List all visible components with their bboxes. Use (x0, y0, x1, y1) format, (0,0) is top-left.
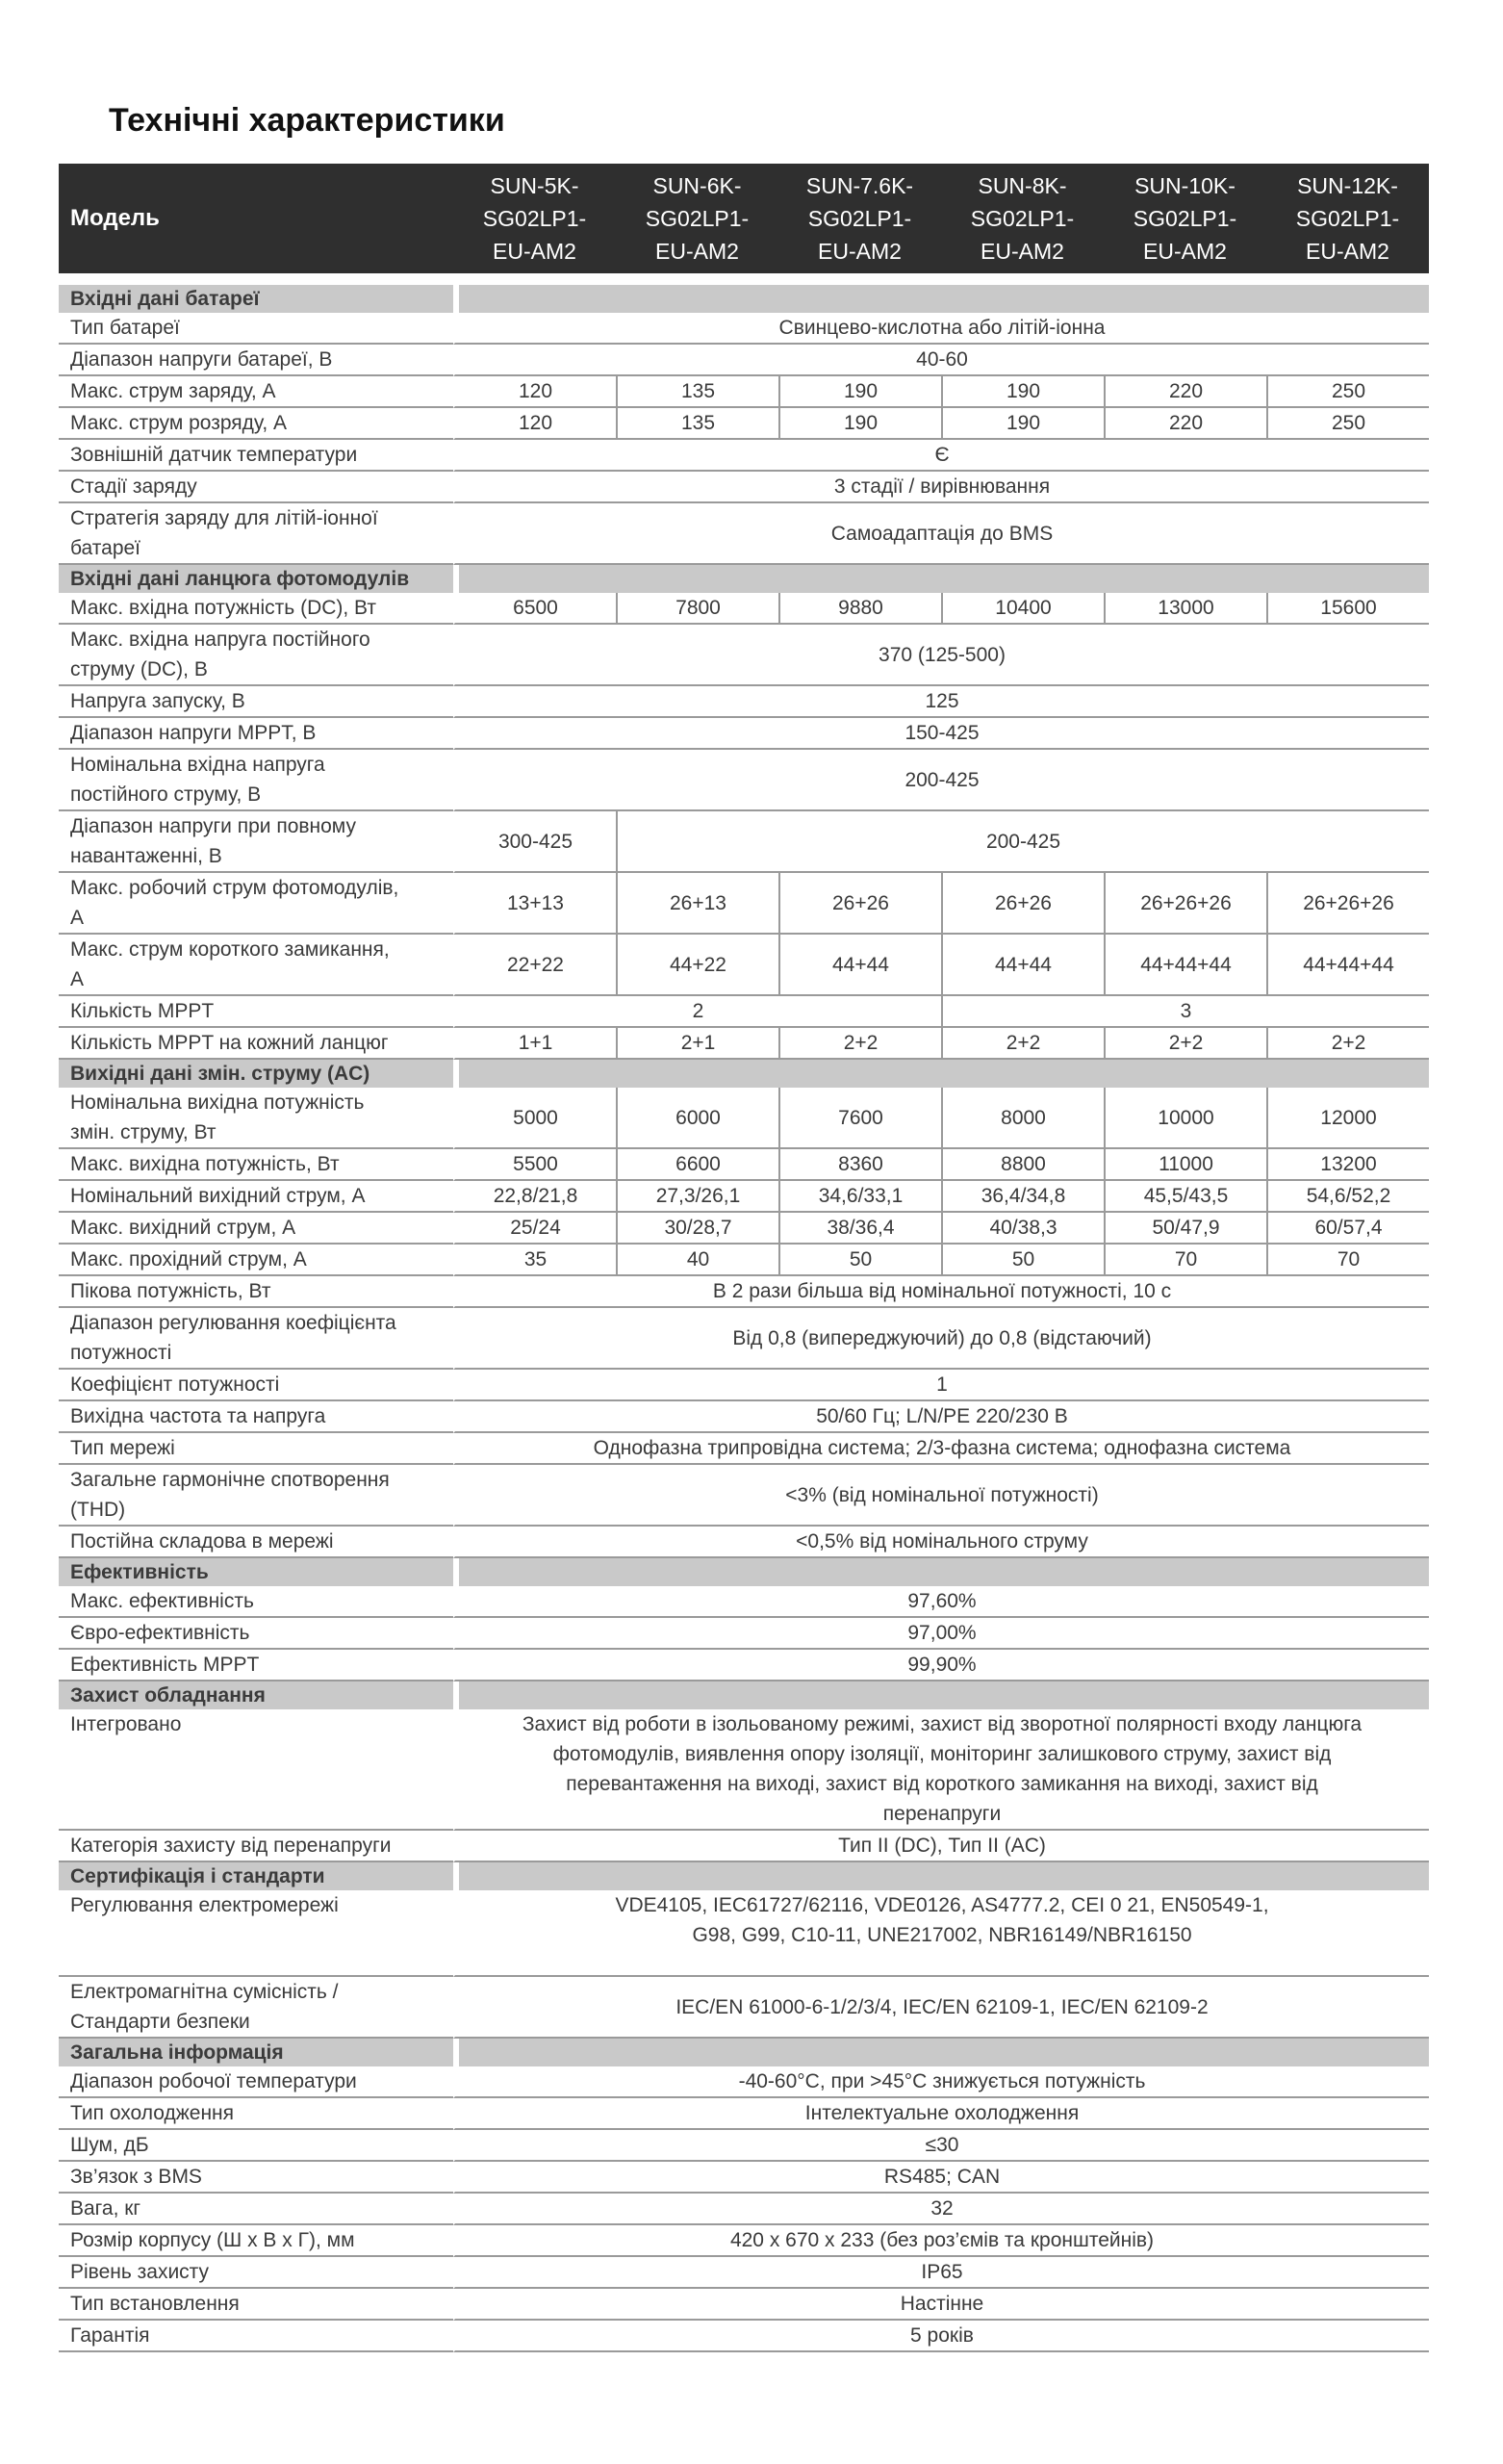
spec-value: 44+44+44 (1266, 935, 1429, 996)
spec-label: Макс. ефективність (59, 1586, 453, 1618)
spec-value: RS485; CAN (453, 2162, 1429, 2194)
spec-value: 97,00% (453, 1618, 1429, 1650)
spec-table (59, 164, 1429, 2352)
spec-label: Зв’язок з BMS (59, 2162, 453, 2194)
spec-label: Загальне гармонічне спотворення (THD) (59, 1465, 453, 1527)
spec-value: 34,6/33,1 (778, 1181, 941, 1213)
spec-value: 135 (616, 408, 778, 440)
spec-value: 2+1 (616, 1028, 778, 1060)
spec-value: 54,6/52,2 (1266, 1181, 1429, 1213)
spec-row (59, 1308, 1429, 1370)
spec-value: IP65 (453, 2257, 1429, 2289)
spec-value: 50/60 Гц; L/N/PE 220/230 В (453, 1401, 1429, 1433)
spec-label: Номінальна вхідна напруга постійного струму, В (59, 750, 453, 811)
spec-value: 6500 (453, 593, 616, 625)
spec-value: 120 (453, 376, 616, 408)
spec-value: 1 (453, 1370, 1429, 1401)
spec-value: 35 (453, 1245, 616, 1276)
spec-value: 13000 (1104, 593, 1266, 625)
spec-row (59, 440, 1429, 472)
section-band (453, 285, 1429, 313)
spec-value: 1+1 (453, 1028, 616, 1060)
model-column-header: SUN-6K- SG02LP1- EU-AM2 (616, 164, 778, 273)
spec-row (59, 2257, 1429, 2289)
spec-value: 220 (1104, 408, 1266, 440)
spec-row (59, 376, 1429, 408)
spec-row (59, 2162, 1429, 2194)
spec-label: Електромагнітна сумісність / Стандарти безпеки (59, 1977, 453, 2039)
spec-value: 50 (778, 1245, 941, 1276)
spec-label: Номінальний вихідний струм, А (59, 1181, 453, 1213)
spec-value: 300-425 (453, 811, 616, 873)
spec-label: Рівень захисту (59, 2257, 453, 2289)
section-header-row (59, 1862, 1429, 1890)
spec-row (59, 2225, 1429, 2257)
spec-row (59, 1213, 1429, 1245)
spec-label: Макс. вихідний струм, А (59, 1213, 453, 1245)
spec-value: <0,5% від номінального струму (453, 1527, 1429, 1558)
spec-value: IEC/EN 61000-6-1/2/3/4, IEC/EN 62109-1, IEC/EN 62109-2 (453, 1977, 1429, 2039)
spec-value: 190 (941, 376, 1104, 408)
spec-row (59, 2066, 1429, 2098)
spec-value: 190 (778, 408, 941, 440)
spec-value: 2+2 (941, 1028, 1104, 1060)
spec-value: 8360 (778, 1149, 941, 1181)
spec-row (59, 1586, 1429, 1618)
spec-label: Вага, кг (59, 2194, 453, 2225)
spec-row (59, 1370, 1429, 1401)
spec-value: 50/47,9 (1104, 1213, 1266, 1245)
spec-label: Номінальна вихідна потужність змін. струму, Вт (59, 1088, 453, 1149)
spec-value: Самоадаптація до BMS (453, 503, 1429, 565)
spec-value: 60/57,4 (1266, 1213, 1429, 1245)
spec-value: 26+26 (941, 873, 1104, 935)
section-band (453, 1558, 1429, 1586)
spec-value: 250 (1266, 376, 1429, 408)
spec-row (59, 1276, 1429, 1308)
spec-label: Макс. струм короткого замикання, А (59, 935, 453, 996)
spec-row (59, 1181, 1429, 1213)
spec-value: 2+2 (1266, 1028, 1429, 1060)
spec-value: 200-425 (453, 750, 1429, 811)
spec-row (59, 996, 1429, 1028)
spec-value: 3 стадії / вирівнювання (453, 472, 1429, 503)
spec-value: В 2 рази більша від номінальної потужності, 10 с (453, 1276, 1429, 1308)
spec-value: 44+44 (941, 935, 1104, 996)
spec-value: Інтелектуальне охолодження (453, 2098, 1429, 2130)
model-header: Модель (59, 164, 453, 273)
spec-value: 7800 (616, 593, 778, 625)
spec-value: 27,3/26,1 (616, 1181, 778, 1213)
spec-label: Постійна складова в мережі (59, 1527, 453, 1558)
model-column-header: SUN-12K- SG02LP1- EU-AM2 (1266, 164, 1429, 273)
spec-value: 70 (1266, 1245, 1429, 1276)
spec-row (59, 345, 1429, 376)
spec-value: 22,8/21,8 (453, 1181, 616, 1213)
section-header-row (59, 565, 1429, 593)
model-column-header: SUN-5K- SG02LP1- EU-AM2 (453, 164, 616, 273)
spec-row (59, 811, 1429, 873)
spec-label: Євро-ефективність (59, 1618, 453, 1650)
spec-value: 44+44+44 (1104, 935, 1266, 996)
spec-value: 135 (616, 376, 778, 408)
spec-row (59, 408, 1429, 440)
spec-label: Макс. струм заряду, А (59, 376, 453, 408)
spec-value: 150-425 (453, 718, 1429, 750)
spec-value: Є (453, 440, 1429, 472)
spec-row (59, 718, 1429, 750)
spec-row (59, 1831, 1429, 1862)
spec-row (59, 750, 1429, 811)
spec-label: Розмір корпусу (Ш х В х Г), мм (59, 2225, 453, 2257)
spec-row (59, 1401, 1429, 1433)
header-row (59, 164, 1429, 273)
spec-label: Шум, дБ (59, 2130, 453, 2162)
spec-value: 36,4/34,8 (941, 1181, 1104, 1213)
spec-row (59, 1433, 1429, 1465)
spec-value: VDE4105, IEC61727/62116, VDE0126, AS4777.2, CEI 0 21, EN50549-1, G98, G99, C10-11, UNE217002, NBR16149/NBR16150 (453, 1890, 1429, 1977)
spec-value: Від 0,8 (випереджуючий) до 0,8 (відстаючий) (453, 1308, 1429, 1370)
spec-label: Діапазон робочої температури (59, 2066, 453, 2098)
spec-value: 5500 (453, 1149, 616, 1181)
spec-value: 8000 (941, 1088, 1104, 1149)
spec-value: 190 (941, 408, 1104, 440)
spec-value: 15600 (1266, 593, 1429, 625)
spec-label: Тип мережі (59, 1433, 453, 1465)
spec-label: Тип батареї (59, 313, 453, 345)
model-column-header: SUN-8K- SG02LP1- EU-AM2 (941, 164, 1104, 273)
spec-label: Коефіцієнт потужності (59, 1370, 453, 1401)
spec-label: Категорія захисту від перенапруги (59, 1831, 453, 1862)
spec-value: 44+44 (778, 935, 941, 996)
spec-label: Макс. прохідний струм, А (59, 1245, 453, 1276)
spec-label: Макс. струм розряду, А (59, 408, 453, 440)
spec-value: 40-60 (453, 345, 1429, 376)
spec-label: Діапазон напруги батареї, В (59, 345, 453, 376)
spec-value: 40/38,3 (941, 1213, 1104, 1245)
section-band (453, 2039, 1429, 2066)
spec-value: 11000 (1104, 1149, 1266, 1181)
spec-value: 26+26+26 (1104, 873, 1266, 935)
spec-value: 32 (453, 2194, 1429, 2225)
spec-label: Макс. вхідна напруга постійного струму (DC), В (59, 625, 453, 686)
spec-value: Однофазна трипровідна система; 2/3-фазна система; однофазна система (453, 1433, 1429, 1465)
spec-value: 200-425 (616, 811, 1429, 873)
spec-label: Напруга запуску, В (59, 686, 453, 718)
spec-row (59, 1465, 1429, 1527)
spec-label: Зовнішній датчик температури (59, 440, 453, 472)
spec-value: 38/36,4 (778, 1213, 941, 1245)
spec-value: 9880 (778, 593, 941, 625)
spec-value: 70 (1104, 1245, 1266, 1276)
spec-row (59, 1650, 1429, 1681)
spec-value: 13200 (1266, 1149, 1429, 1181)
spec-label: Стадії заряду (59, 472, 453, 503)
spec-label: Кількість MPPT на кожний ланцюг (59, 1028, 453, 1060)
spec-value: 7600 (778, 1088, 941, 1149)
spec-value: 99,90% (453, 1650, 1429, 1681)
section-band (453, 565, 1429, 593)
section-header-row (59, 1060, 1429, 1088)
spec-value: 8800 (941, 1149, 1104, 1181)
spec-value: 370 (125-500) (453, 625, 1429, 686)
section-title: Вхідні дані батареї (59, 285, 453, 313)
spec-value: 120 (453, 408, 616, 440)
spec-value: Настінне (453, 2289, 1429, 2321)
spec-value: 10400 (941, 593, 1104, 625)
spec-label: Регулювання електромережі (59, 1890, 453, 1977)
spec-value: 25/24 (453, 1213, 616, 1245)
spec-value: 2 (453, 996, 941, 1028)
spec-row (59, 2194, 1429, 2225)
spec-label: Тип охолодження (59, 2098, 453, 2130)
section-band (453, 1862, 1429, 1890)
spec-label: Макс. робочий струм фотомодулів, А (59, 873, 453, 935)
spec-row (59, 1890, 1429, 1977)
spec-value: 190 (778, 376, 941, 408)
spec-row (59, 2321, 1429, 2352)
spec-value: 2+2 (778, 1028, 941, 1060)
spec-value: ≤30 (453, 2130, 1429, 2162)
spec-value: 2+2 (1104, 1028, 1266, 1060)
spec-row (59, 472, 1429, 503)
spec-value: 220 (1104, 376, 1266, 408)
spec-row (59, 1618, 1429, 1650)
page-title: Технічні характеристики (109, 102, 505, 139)
spec-value: 420 х 670 х 233 (без роз’ємів та кронштейнів) (453, 2225, 1429, 2257)
spec-value: 50 (941, 1245, 1104, 1276)
spec-row (59, 2289, 1429, 2321)
section-title: Ефективність (59, 1558, 453, 1586)
spec-value: 26+26+26 (1266, 873, 1429, 935)
spec-row (59, 1527, 1429, 1558)
section-header-row (59, 1681, 1429, 1709)
spec-value: 13+13 (453, 873, 616, 935)
spec-value: 6600 (616, 1149, 778, 1181)
spec-label: Макс. вихідна потужність, Вт (59, 1149, 453, 1181)
spec-label: Ефективність MPPT (59, 1650, 453, 1681)
spec-row (59, 593, 1429, 625)
spec-label: Діапазон регулювання коефіцієнта потужності (59, 1308, 453, 1370)
spec-label: Макс. вхідна потужність (DC), Вт (59, 593, 453, 625)
model-column-header: SUN-10K- SG02LP1- EU-AM2 (1104, 164, 1266, 273)
spec-row (59, 1088, 1429, 1149)
spec-value: Тип II (DC), Тип II (AC) (453, 1831, 1429, 1862)
spec-value: 97,60% (453, 1586, 1429, 1618)
spec-value: 12000 (1266, 1088, 1429, 1149)
section-header-row (59, 1558, 1429, 1586)
spec-value: 45,5/43,5 (1104, 1181, 1266, 1213)
section-title: Захист обладнання (59, 1681, 453, 1709)
spec-row (59, 1709, 1429, 1831)
spec-value: 22+22 (453, 935, 616, 996)
spec-value: 40 (616, 1245, 778, 1276)
spec-value: 250 (1266, 408, 1429, 440)
spec-value: 26+13 (616, 873, 778, 935)
spec-row (59, 935, 1429, 996)
spec-value: Захист від роботи в ізольованому режимі, захист від зворотної полярності входу ланцюга фотомодулів, виявлення опору ізоляції, моніторинг залишкового струму, захист від перевантаження на виході, захист від короткого замикання на виході, захист від перенапруги (453, 1709, 1429, 1831)
section-header-row (59, 285, 1429, 313)
spec-value: Свинцево-кислотна або літій-іонна (453, 313, 1429, 345)
spec-row (59, 1245, 1429, 1276)
spec-value: 26+26 (778, 873, 941, 935)
spec-value: <3% (від номінальної потужності) (453, 1465, 1429, 1527)
model-column-header: SUN-7.6K- SG02LP1- EU-AM2 (778, 164, 941, 273)
spec-row (59, 1028, 1429, 1060)
spec-label: Пікова потужність, Вт (59, 1276, 453, 1308)
spec-label: Діапазон напруги при повному навантаженні, В (59, 811, 453, 873)
spec-row (59, 313, 1429, 345)
spec-label: Діапазон напруги MPPT, В (59, 718, 453, 750)
spec-label: Кількість MPPT (59, 996, 453, 1028)
spec-label: Гарантія (59, 2321, 453, 2352)
spec-label: Інтегровано (59, 1709, 453, 1831)
spec-row (59, 625, 1429, 686)
section-band (453, 1060, 1429, 1088)
spec-value: 3 (941, 996, 1429, 1028)
spec-row (59, 873, 1429, 935)
spec-label: Стратегія заряду для літій-іонної батареї (59, 503, 453, 565)
spec-value: 5000 (453, 1088, 616, 1149)
section-title: Вхідні дані ланцюга фотомодулів (59, 565, 453, 593)
spec-value: -40-60°C, при >45°C знижується потужність (453, 2066, 1429, 2098)
spec-label: Вихідна частота та напруга (59, 1401, 453, 1433)
spec-value: 30/28,7 (616, 1213, 778, 1245)
section-title: Вихідні дані змін. струму (AC) (59, 1060, 453, 1088)
spec-row (59, 1149, 1429, 1181)
spec-row (59, 2098, 1429, 2130)
spec-value: 6000 (616, 1088, 778, 1149)
spec-row (59, 1977, 1429, 2039)
section-header-row (59, 2039, 1429, 2066)
spec-value: 10000 (1104, 1088, 1266, 1149)
section-title: Сертифікація і стандарти (59, 1862, 453, 1890)
spec-body (59, 273, 1429, 2352)
section-band (453, 1681, 1429, 1709)
spec-row (59, 686, 1429, 718)
header-spacer (59, 273, 1429, 285)
spec-label: Тип встановлення (59, 2289, 453, 2321)
spec-row (59, 503, 1429, 565)
spec-value: 5 років (453, 2321, 1429, 2352)
spec-value: 125 (453, 686, 1429, 718)
spec-value: 44+22 (616, 935, 778, 996)
section-title: Загальна інформація (59, 2039, 453, 2066)
spec-row (59, 2130, 1429, 2162)
